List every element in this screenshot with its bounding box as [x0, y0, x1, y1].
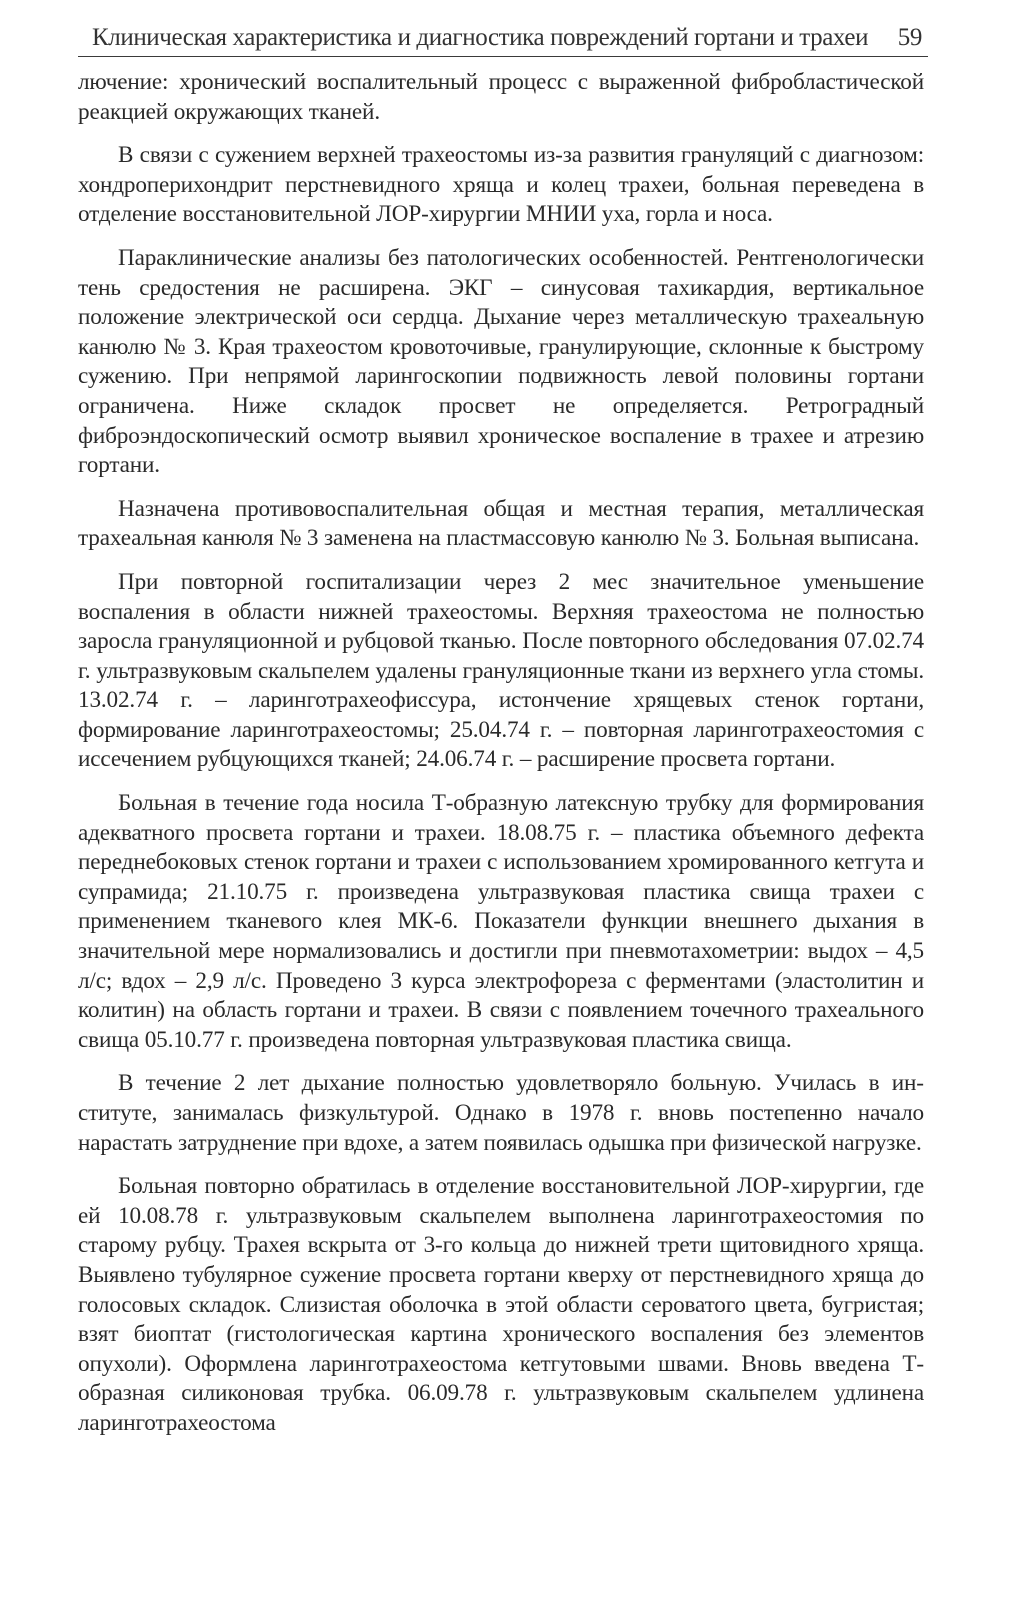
paragraph: В течение 2 лет дыхание полностью удовлетворяло больную. Училась в институте, занималась физкультурой. Однако в 1978 г. вновь постепенно начало нарастать затруднение при вдохе, а затем появилась одышка при физической нагрузке. — [78, 1070, 924, 1156]
paragraph: Больная повторно обратилась в отделение восстановительной ЛОР-хирургии, где ей 10.08.78 г. ультразвуковым скальпелем выполнена ларинготрахеостомия по старому рубцу. Трахея вскрыта от 3-го кольца до нижней трети щитовидного хряща. Выявлено тубулярное сужение просвета гортани кверху от перстневидного хряща до голосовых складок. Слизистая оболочка в этой области сероватого цвета, бугристая; взят биоптат (гистологическая картина хронического воспаления без элементов опухоли). Оформлена ларинготрахеостома кетгутовыми швами. Вновь введена Т-образная силиконовая трубка. 06.09.78 г. ультразвуковым скальпелем удлинена ларинготрахеостома — [78, 1173, 924, 1436]
paragraph-continuation: лючение: хронический воспалительный процесс с выраженной фибробластической реакцией окружающих тканей. — [78, 69, 924, 125]
running-header — [78, 20, 928, 57]
paragraph: При повторной госпитализации через 2 мес значительное уменьшение воспаления в области нижней трахеостомы. Верхняя трахеостома не полностью заросла грануляционной и рубцовой тканью. После повторного обследования 07.02.74 г. ультразвуковым скальпелем удалены грануляционные ткани из верхнего угла стомы. 13.02.74 г. – ларинготрахеофиссура, истончение хрящевых стенок гортани, формирование ларинготрахеостомы; 25.04.74 г. – повторная ларинготрахеостомия с иссечением рубцующихся тканей; 24.06.74 г. – расширение просвета гортани. — [78, 568, 924, 773]
body-text — [78, 68, 924, 1453]
running-header-title: Клиническая характеристика и диагностика повреждений гортани и трахеи — [92, 24, 869, 51]
paragraph: Больная в течение года носила Т-образную латексную трубку для формирования адекватного просвета гортани и трахеи. 18.08.75 г. – пластика объемного дефекта переднебоковых стенок гортани и трахеи с использованием хромированного кетгута и супрамида; 21.10.75 г. произведена ультразвуковая пластика свища трахеи с применением тканевого клея МК-6. Показатели функции внешнего дыхания в значительной мере нормализовались и достигли при пневмотахометрии: выдох – 4,5 л/с; вдох – 2,9 л/с. Проведено 3 курса электрофореза с ферментами (эластолитин и колитин) на область гортани и трахеи. В связи с появлением точечного трахеального свища 05.10.77 г. произведена повторная ультразвуковая пластика свища. — [78, 790, 924, 1053]
book-page — [78, 20, 928, 1580]
paragraph: Назначена противовоспалительная общая и местная терапия, металлическая трахеальная канюля № 3 заменена на пластмассовую канюлю № 3. Больная выписана. — [78, 495, 924, 552]
paragraph: В связи с сужением верхней трахеостомы из-за развития грануляций с диагнозом: хондроперихондрит перстневидного хряща и колец трахеи, больная переведена в отделение восстановительной ЛОР-хирургии МНИИ уха, горла и носа. — [78, 142, 924, 228]
page-number: 59 — [897, 24, 922, 51]
paragraph: Параклинические анализы без патологических особенностей. Рентгенологически тень средостения не расширена. ЭКГ – синусовая тахикардия, вертикальное положение электрической оси сердца. Дыхание через металлическую трахеальную канюлю № 3. Края трахеостом кровоточивые, гранулирующие, склонные к быстрому сужению. При непрямой ларингоскопии подвижность левой половины гортани ограничена. Ниже складок просвет не определяется. Ретроградный фиброэндоскопический осмотр выявил хроническое воспаление в трахее и атрезию гортани. — [78, 244, 924, 479]
